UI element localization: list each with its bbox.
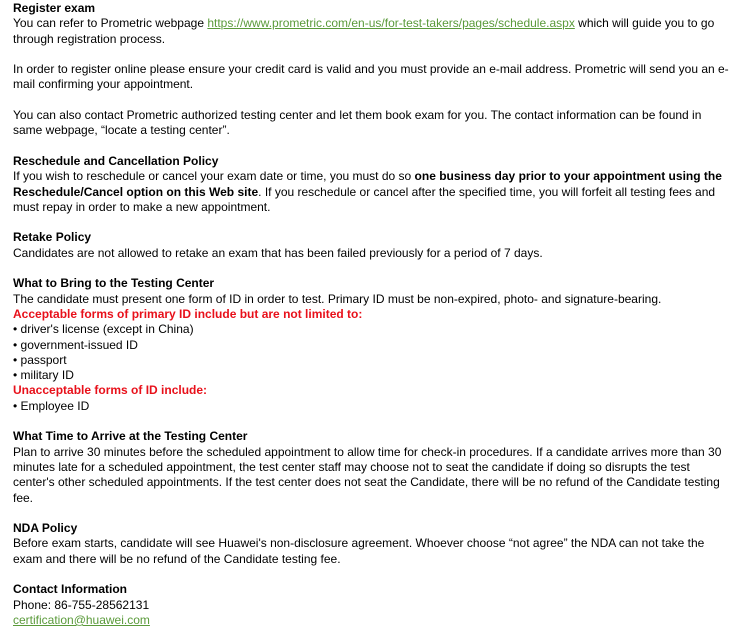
document-body (13, 1, 733, 628)
list-item: • passport (13, 352, 67, 367)
contact-email-link[interactable]: certification@huawei.com (13, 612, 150, 627)
contact-section (13, 582, 733, 628)
retake-heading: Retake Policy (13, 230, 92, 245)
register-paragraph-1 (13, 16, 733, 47)
arrive-paragraph: Plan to arrive 30 minutes before the scheduled appointment to allow time for check-in procedures. If a candidate arrives more than 30 minutes late for a scheduled appointment, the test center staff may choose not to seat the candidate if doing so disrupts the test center's other scheduled appointments. If the test center does not seat the Candidate, there will be no refund of the Candidate testing fee. (13, 444, 722, 505)
prometric-schedule-link[interactable]: https://www.prometric.com/en-us/for-test-takers/pages/schedule.aspx (207, 16, 575, 31)
acceptable-id-list (13, 322, 733, 383)
nda-section (13, 521, 733, 567)
register-paragraph-2: In order to register online please ensure your credit card is valid and you must provide an e-mail address. Prometric will send you an e-mail confirming your appointment. (13, 62, 729, 92)
list-item: • Employee ID (13, 398, 90, 413)
bring-paragraph: The candidate must present one form of ID in order to test. Primary ID must be non-expired, photo- and signature-bearing. (13, 291, 662, 306)
register-paragraph-3: You can also contact Prometric authorized testing center and let them book exam for you. The contact information can be found in same webpage, “locate a testing center”. (13, 108, 702, 138)
arrive-section (13, 429, 733, 505)
register-p1-text: You can refer to Prometric webpage (13, 16, 208, 31)
nda-heading: NDA Policy (13, 521, 78, 536)
retake-paragraph: Candidates are not allowed to retake an exam that has been failed previously for a period of 7 days. (13, 245, 543, 260)
register-heading: Register exam (13, 1, 96, 15)
reschedule-paragraph (13, 169, 733, 215)
acceptable-id-heading: Acceptable forms of primary ID include but are not limited to: (13, 306, 363, 321)
unacceptable-id-heading: Unacceptable forms of ID include: (13, 383, 208, 398)
reschedule-heading: Reschedule and Cancellation Policy (13, 153, 219, 168)
contact-heading: Contact Information (13, 582, 127, 597)
register-p1-after: which will guide you to go through registration process. (13, 16, 715, 46)
nda-paragraph: Before exam starts, candidate will see Huawei's non-disclosure agreement. Whoever choose “not agree” the NDA can not take the exam and there will be no refund of the Candidate testing fee. (13, 536, 705, 566)
reschedule-section (13, 154, 733, 215)
register-section (13, 1, 733, 139)
reschedule-emphasis: one business day prior to your appointment using the Reschedule/Cancel option on this Web site (13, 169, 722, 199)
unacceptable-id-list (13, 399, 733, 414)
contact-phone: Phone: 86-755-28562131 (13, 597, 150, 612)
list-item: • government-issued ID (13, 337, 138, 352)
bring-section (13, 276, 733, 414)
reschedule-text: If you wish to reschedule or cancel your exam date or time, you must do so (13, 169, 415, 184)
list-item: • driver's license (except in China) (13, 322, 194, 337)
retake-section (13, 230, 733, 261)
arrive-heading: What Time to Arrive at the Testing Center (13, 429, 248, 444)
list-item: • military ID (13, 368, 74, 383)
reschedule-text-after: . If you reschedule or cancel after the specified time, you will forfeit all testing fees and must repay in order to make a new appointment. (13, 184, 716, 214)
bring-heading: What to Bring to the Testing Center (13, 276, 215, 291)
